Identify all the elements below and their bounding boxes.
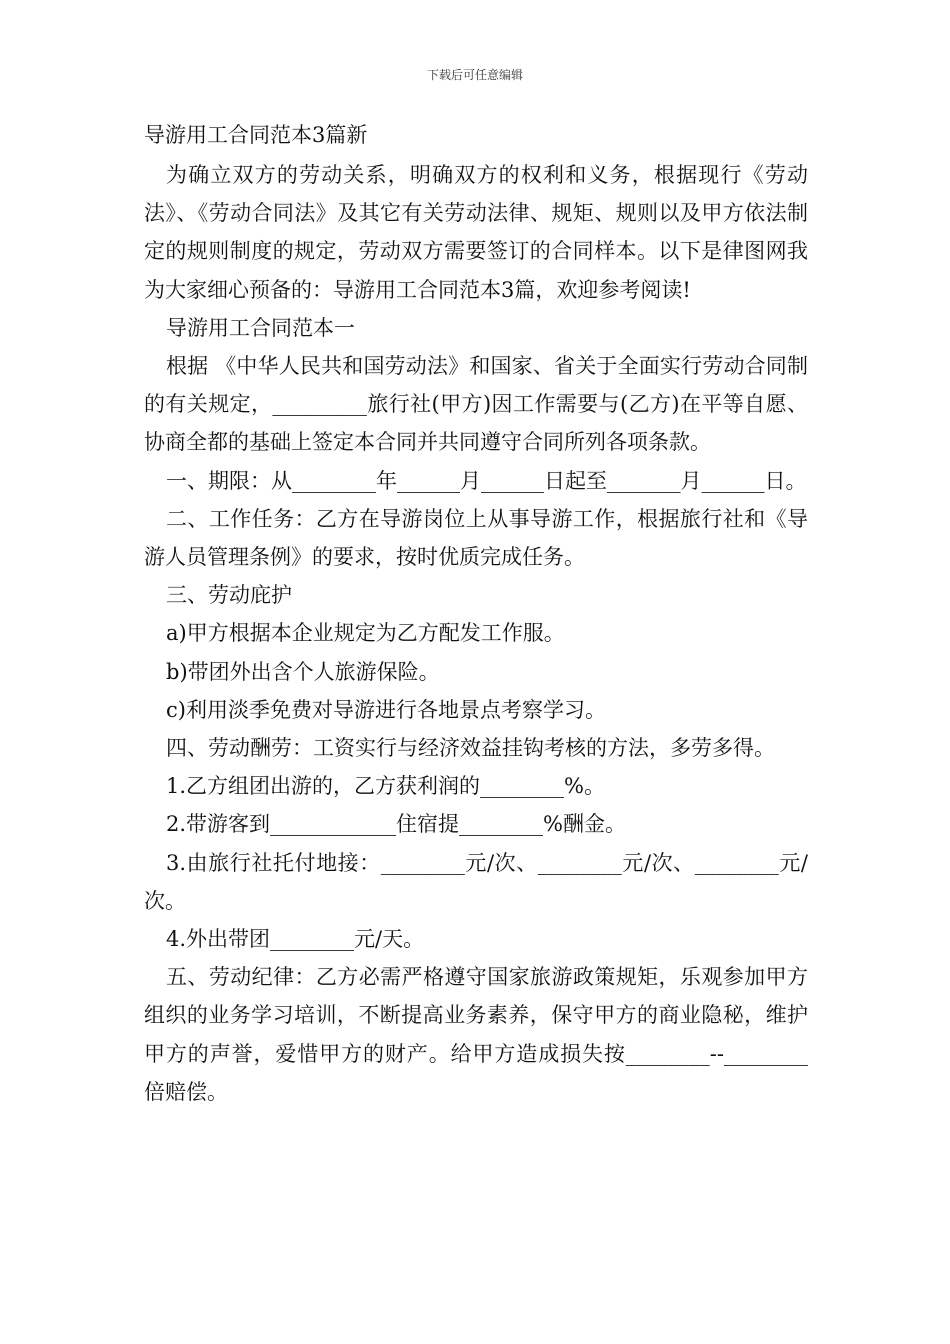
intro-paragraph: 为确立双方的劳动关系，明确双方的权利和义务，根据现行《劳动法》、《劳动合同法》及其它有关劳动法律、规矩、规则以及甲方依法制定的规则制度的规定，劳动双方需要签订的合同样本。以下是律图网我为大家细心预备的：导游用工合同范本3篇，欢迎参考阅读! xyxy=(144,163,808,302)
clause-remuneration-1: 1.乙方组团出游的，乙方获利润的________%。 xyxy=(166,774,605,799)
clause-work-task: 二、工作任务：乙方在导游岗位上从事导游工作，根据旅行社和《导游人员管理条例》的要求，按时优质完成任务。 xyxy=(144,506,808,570)
clause-protection-heading: 三、劳动庇护 xyxy=(166,583,292,608)
clause-preamble: 根据 《中华人民共和国劳动法》和国家、省关于全面实行劳动合同制的有关规定，_________旅行社(甲方)因工作需要与(乙方)在平等自愿、协商全都的基础上签定本合同并共同遵守合同所列各项条款。 xyxy=(144,354,808,455)
clause-remuneration-3: 3.由旅行社托付地接：________元/次、________元/次、________元/次。 xyxy=(144,850,808,913)
section-heading-contract-one: 导游用工合同范本一 xyxy=(166,315,355,340)
page-header: 下载后可任意编辑 xyxy=(426,68,523,82)
document-body xyxy=(144,118,808,1111)
clause-remuneration-2: 2.带游客到____________住宿提________%酬金。 xyxy=(166,812,626,837)
clause-remuneration: 四、劳动酬劳：工资实行与经济效益挂钩考核的方法，多劳多得。 xyxy=(166,736,775,761)
clause-protection-b: b)带团外出含个人旅游保险。 xyxy=(166,659,440,684)
clause-term: 一、期限：从________年______月______日起至_______月______日。 xyxy=(166,468,807,493)
clause-remuneration-4: 4.外出带团________元/天。 xyxy=(166,927,425,952)
clause-protection-c: c)利用淡季免费对导游进行各地景点考察学习。 xyxy=(166,697,606,722)
clause-protection-a: a)甲方根据本企业规定为乙方配发工作服。 xyxy=(166,621,565,646)
document-title: 导游用工合同范本3篇新 xyxy=(144,123,368,147)
clause-discipline: 五、劳动纪律：乙方必需严格遵守国家旅游政策规矩，乐观参加甲方组织的业务学习培训，不断提高业务素养，保守甲方的商业隐秘，维护甲方的声誉，爱惜甲方的财产。给甲方造成损失按________--________倍赔偿。 xyxy=(144,965,808,1104)
